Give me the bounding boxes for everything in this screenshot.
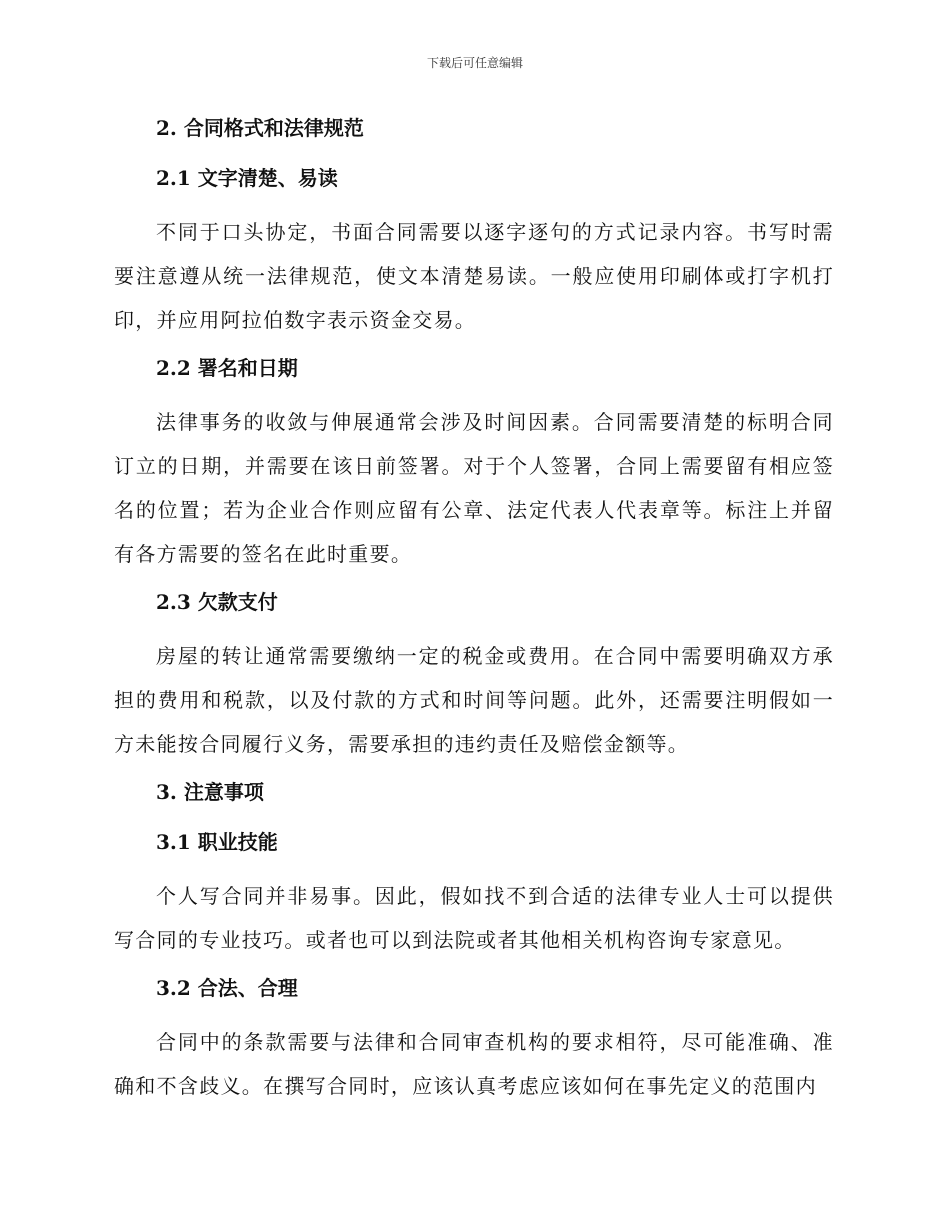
body-paragraph: 个人写合同并非易事。因此，假如找不到合适的法律专业人士可以提供写合同的专业技巧。或者也可以到法院或者其他相关机构咨询专家意见。 xyxy=(114,884,834,952)
document-body xyxy=(114,110,834,1116)
body-paragraph: 不同于口头协定，书面合同需要以逐字逐句的方式记录内容。书写时需要注意遵从统一法律规范，使文本清楚易读。一般应使用印刷体或打字机打印，并应用阿拉伯数字表示资金交易。 xyxy=(114,220,834,332)
subsection-heading: 2.1 文字清楚、易读 xyxy=(156,166,338,190)
subsection-heading: 3.1 职业技能 xyxy=(156,830,278,854)
section-heading: 2. 合同格式和法律规范 xyxy=(156,116,364,140)
body-paragraph: 法律事务的收敛与伸展通常会涉及时间因素。合同需要清楚的标明合同订立的日期，并需要在该日前签署。对于个人签署，合同上需要留有相应签名的位置；若为企业合作则应留有公章、法定代表人代表章等。标注上并留有各方需要的签名在此时重要。 xyxy=(114,410,834,566)
body-paragraph: 合同中的条款需要与法律和合同审查机构的要求相符，尽可能准确、准确和不含歧义。在撰写合同时，应该认真考虑应该如何在事先定义的范围内 xyxy=(114,1030,834,1098)
subsection-heading: 3.2 合法、合理 xyxy=(156,976,298,1000)
page-header: 下载后可任意编辑 xyxy=(426,56,523,70)
subsection-heading: 2.2 署名和日期 xyxy=(156,356,298,380)
subsection-heading: 2.3 欠款支付 xyxy=(156,590,278,614)
body-paragraph: 房屋的转让通常需要缴纳一定的税金或费用。在合同中需要明确双方承担的费用和税款，以及付款的方式和时间等问题。此外，还需要注明假如一方未能按合同履行义务，需要承担的违约责任及赔偿金额等。 xyxy=(114,644,834,756)
section-heading: 3. 注意事项 xyxy=(156,780,264,804)
